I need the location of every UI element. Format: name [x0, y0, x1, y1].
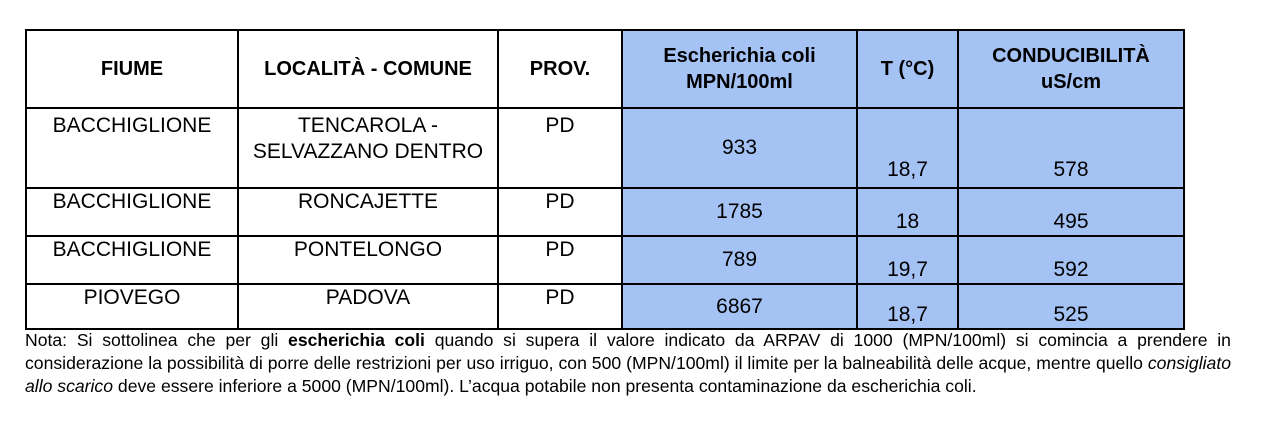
cell-temp: 19,7	[857, 236, 958, 284]
header-ecoli-line2: MPN/100ml	[686, 71, 793, 93]
note-bold-term: escherichia coli	[288, 330, 425, 350]
cell-temp: 18,7	[857, 108, 958, 188]
header-escherichia-coli	[622, 30, 857, 108]
table-row	[26, 284, 1184, 329]
cell-cond: 592	[958, 236, 1184, 284]
header-ecoli-line1: Escherichia coli	[663, 45, 816, 67]
note-paragraph	[25, 329, 1231, 398]
cell-ecoli: 1785	[622, 188, 857, 236]
cell-fiume: PIOVEGO	[26, 284, 238, 329]
cell-fiume: BACCHIGLIONE	[26, 188, 238, 236]
cell-cond: 495	[958, 188, 1184, 236]
table-header-row	[26, 30, 1184, 108]
table-row	[26, 108, 1184, 188]
cell-prov: PD	[498, 236, 622, 284]
cell-ecoli: 6867	[622, 284, 857, 329]
cell-localita-line1: TENCAROLA -	[297, 114, 439, 137]
note-text-part2: quando si supera il valore indicato da ARPAV di 1000 (MPN/100ml) si comincia a prendere in considerazione la possibilità di porre delle restrizioni per uso irriguo, con 500 (MPN/100ml) il limite per la balneabilità delle acque, mentre quello	[25, 330, 1231, 373]
header-temperature: T (°C)	[857, 30, 958, 108]
cell-localita-line2: SELVAZZANO DENTRO	[252, 140, 484, 163]
cell-cond: 525	[958, 284, 1184, 329]
header-cond-line2: uS/cm	[1040, 71, 1102, 93]
cell-ecoli: 933	[622, 108, 857, 188]
header-conducibilita	[958, 30, 1184, 108]
header-cond-line1: CONDUCIBILITÀ	[992, 45, 1150, 67]
cell-cond: 578	[958, 108, 1184, 188]
note-text-part3: deve essere inferiore a 5000 (MPN/100ml). L’acqua potabile non presenta contaminazione da escherichia coli.	[113, 376, 977, 396]
cell-localita: PONTELONGO	[238, 236, 498, 284]
header-fiume: FIUME	[26, 30, 238, 108]
river-data-table	[25, 29, 1185, 330]
cell-prov: PD	[498, 284, 622, 329]
cell-fiume: BACCHIGLIONE	[26, 108, 238, 188]
cell-temp: 18,7	[857, 284, 958, 329]
cell-localita	[238, 108, 498, 188]
cell-prov: PD	[498, 188, 622, 236]
note-italic-term: consigliato allo scarico	[25, 353, 1231, 396]
cell-prov: PD	[498, 108, 622, 188]
header-prov: PROV.	[498, 30, 622, 108]
table-row	[26, 236, 1184, 284]
cell-localita: PADOVA	[238, 284, 498, 329]
cell-temp: 18	[857, 188, 958, 236]
table-row	[26, 188, 1184, 236]
cell-fiume: BACCHIGLIONE	[26, 236, 238, 284]
cell-ecoli: 789	[622, 236, 857, 284]
note-text-part1: Nota: Si sottolinea che per gli	[25, 330, 289, 350]
cell-localita: RONCAJETTE	[238, 188, 498, 236]
header-localita: LOCALITÀ - COMUNE	[238, 30, 498, 108]
